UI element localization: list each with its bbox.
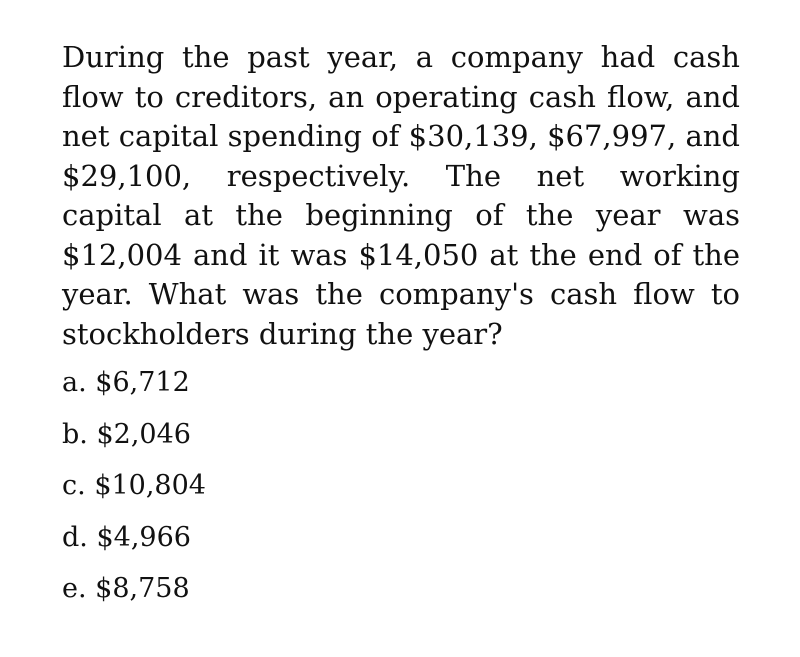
option-value: $6,712: [95, 367, 190, 398]
option-letter: d.: [62, 521, 88, 553]
option-c[interactable]: [62, 469, 206, 503]
option-letter: e.: [62, 573, 87, 604]
option-b[interactable]: [62, 418, 206, 452]
option-d[interactable]: [62, 521, 206, 555]
option-value: $8,758: [95, 573, 190, 604]
option-value: $4,966: [96, 521, 191, 553]
option-letter: a.: [62, 367, 87, 398]
option-a[interactable]: [62, 366, 206, 400]
answer-options: [62, 366, 206, 624]
option-letter: c.: [62, 470, 86, 501]
option-letter: b.: [62, 418, 88, 450]
option-value: $10,804: [94, 470, 206, 501]
option-value: $2,046: [96, 418, 191, 450]
option-e[interactable]: [62, 572, 206, 606]
question-text: During the past year, a company had cash flow to creditors, an operating cash flow, and net capital spending of $30,139, $67,997, and $29,100, respectively. The net working capital at the beginning of the year was $12,004 and it was $14,050 at the end of the year. What was the company's cash flow to stockholders during the year?: [62, 40, 740, 351]
